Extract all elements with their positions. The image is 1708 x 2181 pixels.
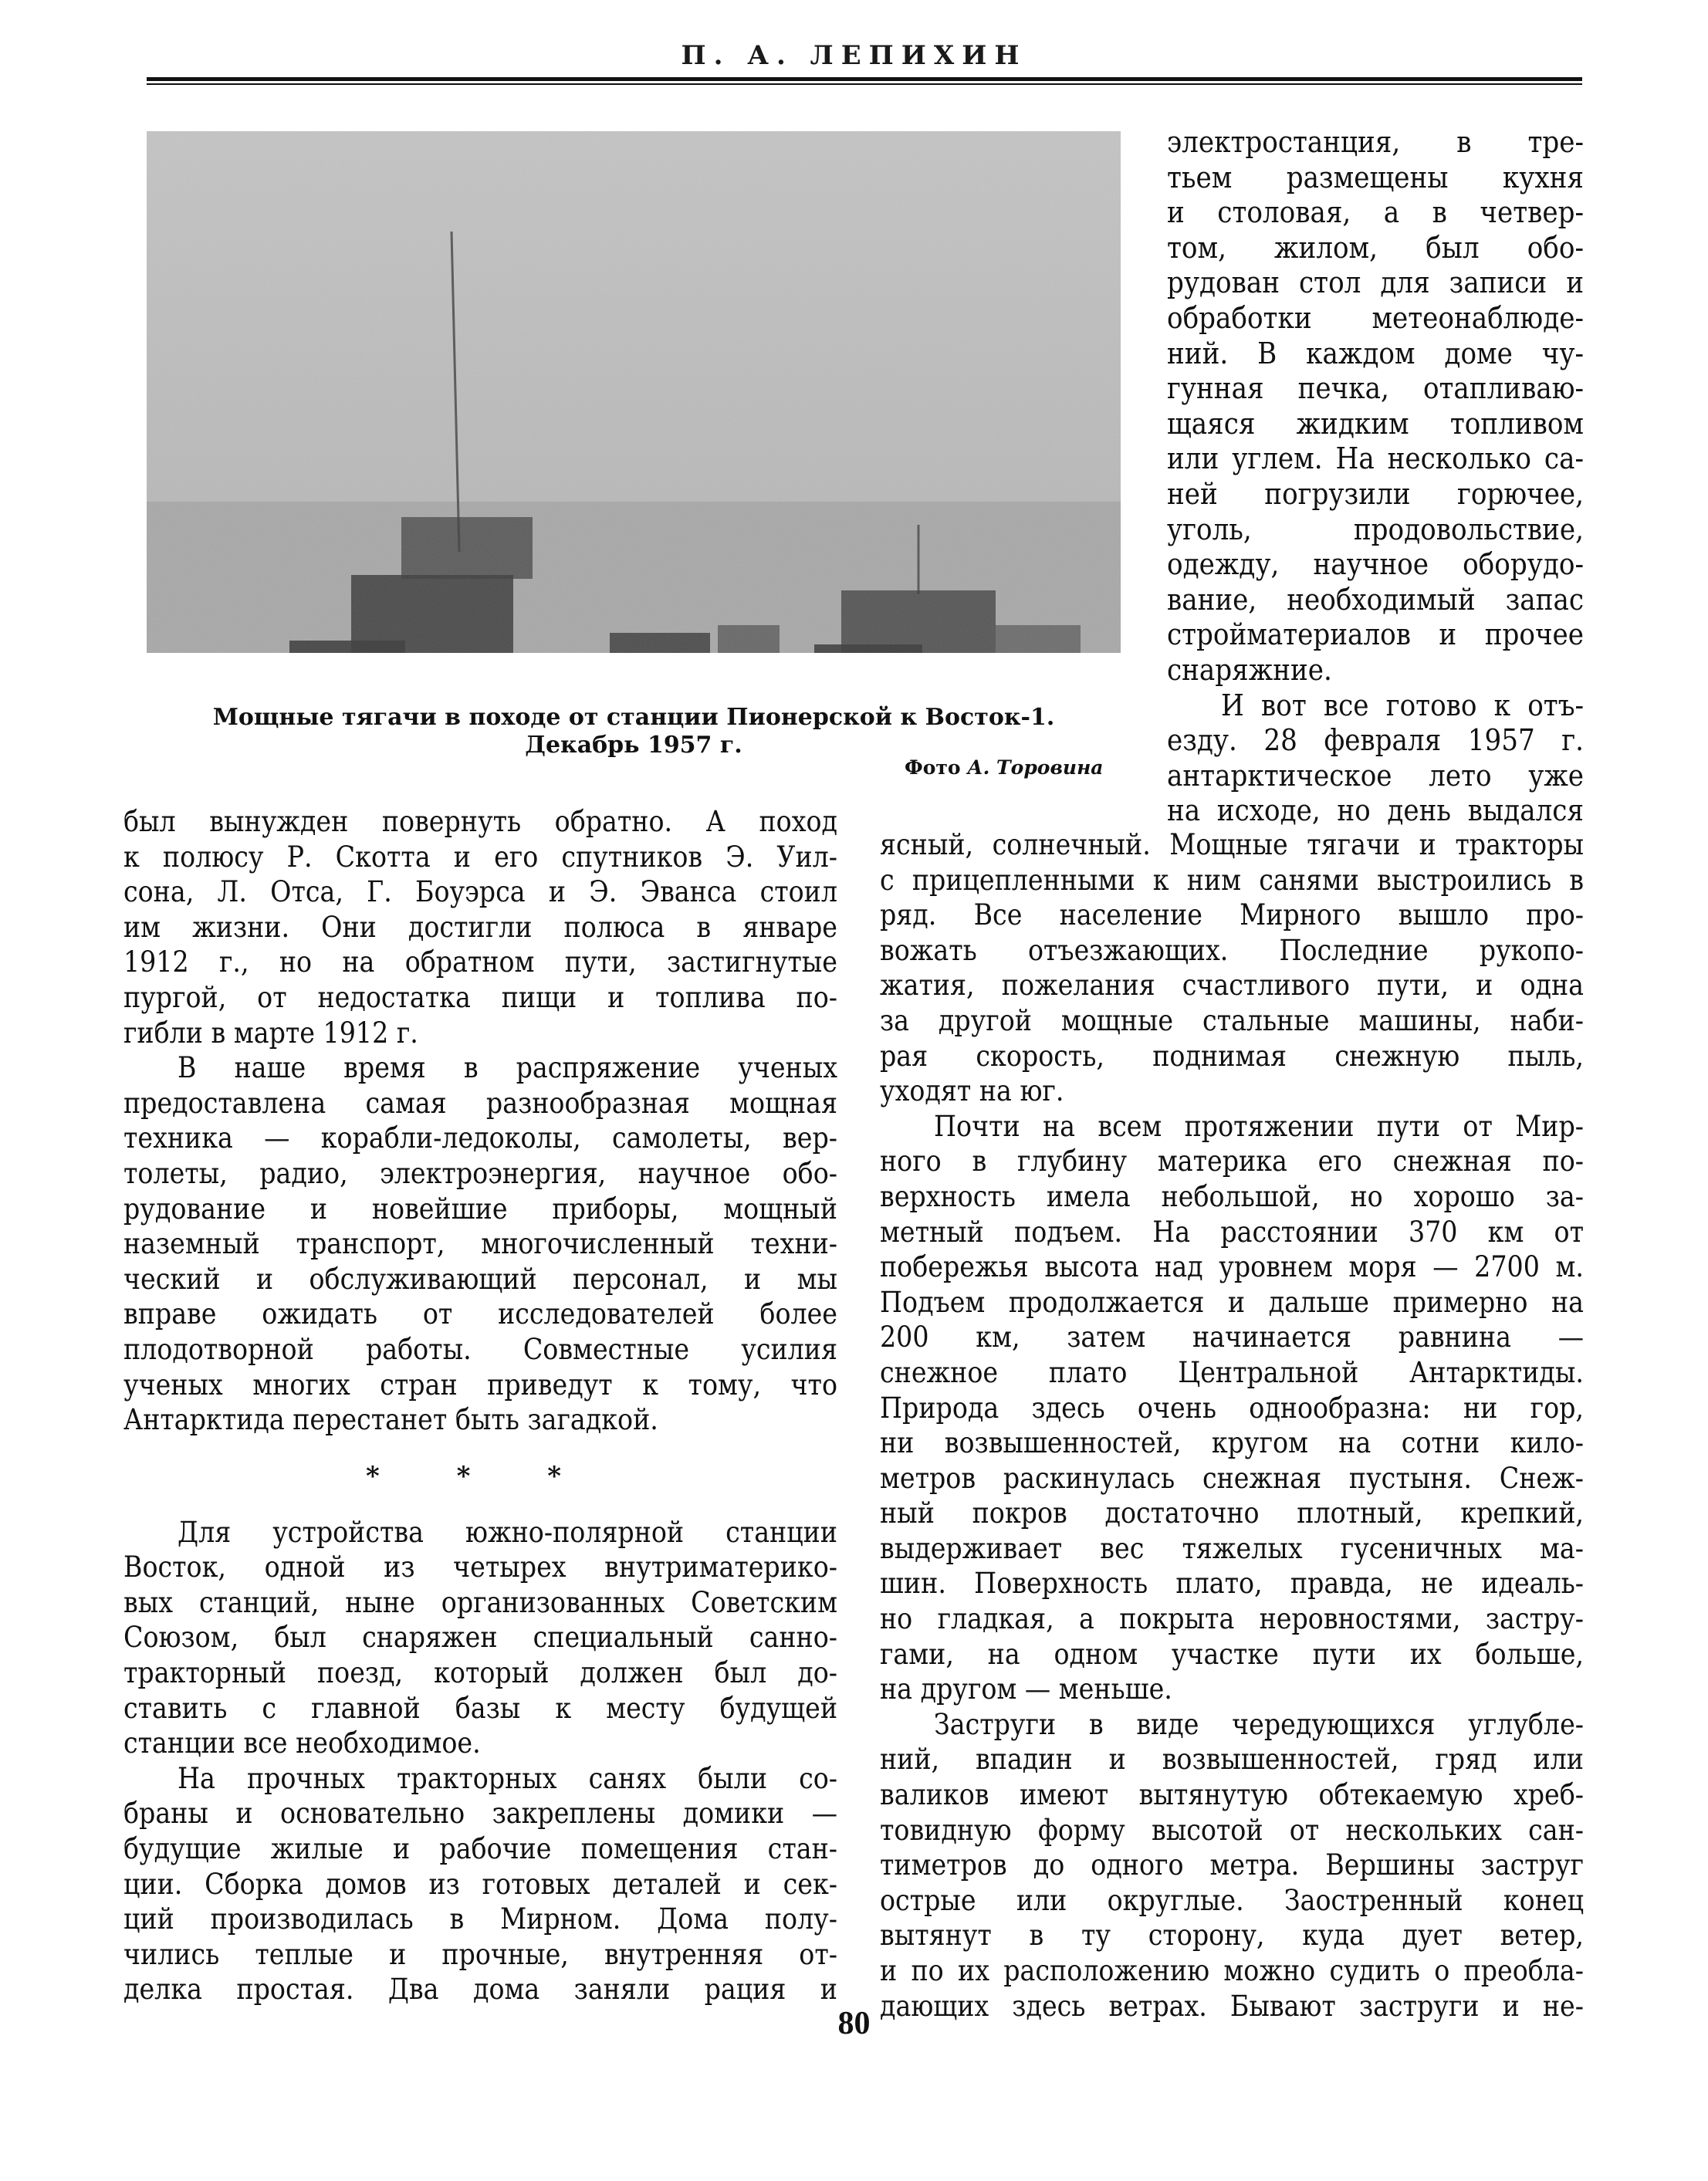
text-line: дающих здесь ветрах. Бывают заструги и не-	[880, 1989, 1584, 2023]
text-line: на исходе, но день выдался	[1167, 793, 1584, 828]
text-line: ции. Сборка домов из готовых деталей и сек-	[123, 1867, 837, 1901]
text-line: ученых многих стран приведут к тому, что	[123, 1368, 837, 1402]
text-line: снежное плато Центральной Антарктиды.	[880, 1355, 1584, 1389]
text-line: ций производилась в Мирном. Дома полу-	[123, 1902, 837, 1936]
text-line: тиметров до одного метра. Вершины заструг	[880, 1848, 1584, 1882]
text-line: верхность имела небольшой, но хорошо за-	[880, 1179, 1584, 1213]
text-line: езду. 28 февраля 1957 г.	[1167, 723, 1584, 758]
text-line: товидную форму высотой от нескольких сан-	[880, 1813, 1584, 1847]
text-line: но гладкая, а покрыта неровностями, застру-	[880, 1602, 1584, 1636]
text-line: предоставлена самая разнообразная мощная	[123, 1086, 837, 1120]
text-line: ный покров достаточно плотный, крепкий,	[880, 1496, 1584, 1530]
narrow-column	[1167, 125, 1584, 829]
text-line: за другой мощные стальные машины, наби-	[880, 1003, 1584, 1037]
text-line: антарктическое лето уже	[1167, 758, 1584, 793]
text-line: ний, впадин и возвышенностей, гряд или	[880, 1743, 1584, 1777]
text-line: к полюсу Р. Скотта и его спутников Э. Уил-	[123, 840, 837, 874]
text-line: был вынужден повернуть обратно. А поход	[123, 805, 837, 838]
text-line: Почти на всем протяжении пути от Мир-	[934, 1109, 1584, 1143]
text-line: наземный транспорт, многочисленный техни-	[123, 1227, 837, 1261]
text-line: шин. Поверхность плато, правда, не идеаль-	[880, 1567, 1584, 1601]
page-number: 80	[837, 2006, 871, 2041]
paragraph	[123, 1050, 837, 1438]
text-line: 1912 г., но на обратном пути, застигнутые	[123, 945, 837, 979]
text-line: техника — корабли-ледоколы, самолеты, вер-	[123, 1121, 837, 1155]
text-line: плодотворной работы. Совместные усилия	[123, 1332, 837, 1366]
text-line: жатия, пожелания счастливого пути, и одна	[880, 969, 1584, 1003]
text-line: выдерживает вес тяжелых гусеничных ма-	[880, 1531, 1584, 1565]
text-line: с прицепленными к ним санями выстроились в	[880, 863, 1584, 897]
text-line: вание, необходимый запас	[1167, 582, 1584, 617]
text-line: ясный, солнечный. Мощные тягачи и тракторы	[880, 828, 1584, 861]
text-line: острые или округлые. Заостренный конец	[880, 1883, 1584, 1917]
left-column	[123, 804, 837, 2007]
text-line: обработки метеонаблюде-	[1167, 300, 1584, 335]
paragraph	[880, 827, 1584, 1109]
text-line: толеты, радио, электроэнергия, научное обо-	[123, 1156, 837, 1190]
text-line: ней погрузили горючее,	[1167, 476, 1584, 511]
text-line: и столовая, а в четвер-	[1167, 195, 1584, 230]
text-line: Заструги в виде чередующихся углубле-	[934, 1707, 1584, 1741]
text-line: рудование и новейшие приборы, мощный	[123, 1192, 837, 1226]
text-line: 200 км, затем начинается равнина —	[880, 1320, 1584, 1354]
text-line: снаряжние.	[1167, 652, 1332, 687]
credit-label: Фото	[905, 756, 961, 779]
text-line: вправе ожидать от исследователей более	[123, 1297, 837, 1331]
text-line: Для устройства южно-полярной станции	[178, 1515, 837, 1549]
text-line: ни возвышенностей, кругом на сотни кило-	[880, 1426, 1584, 1460]
text-line: том, жилом, был обо-	[1167, 230, 1584, 265]
text-line: метров раскинулась снежная пустыня. Снеж-	[880, 1461, 1584, 1495]
text-line: им жизни. Они достигли полюса в январе	[123, 910, 837, 944]
paragraph	[880, 1109, 1584, 1707]
text-line: или углем. На несколько са-	[1167, 441, 1584, 476]
running-head: П. А. ЛЕПИХИН	[681, 40, 1027, 71]
text-line: одежду, научное оборудо-	[1167, 547, 1584, 582]
header-rule-bottom	[147, 83, 1582, 85]
text-line: гунная печка, отапливаю-	[1167, 371, 1584, 406]
text-line: метный подъем. На расстоянии 370 км от	[880, 1215, 1584, 1249]
text-line: Подъем продолжается и дальше примерно на	[880, 1285, 1584, 1319]
text-line: вытянут в ту сторону, куда дует ветер,	[880, 1919, 1584, 1953]
text-line: ческий и обслуживающий персонал, и мы	[123, 1262, 837, 1296]
photo-credit	[905, 756, 1104, 779]
text-line: чились теплые и прочные, внутренняя от-	[123, 1937, 837, 1971]
text-line: ного в глубину материка его снежная по-	[880, 1145, 1584, 1178]
text-line: тракторный поезд, который должен был до-	[123, 1656, 837, 1690]
text-line: валиков имеют вытянутую обтекаемую хреб-	[880, 1778, 1584, 1812]
text-line: побережья высота над уровнем моря — 2700 м.	[880, 1250, 1584, 1284]
tractor-convoy-image	[147, 131, 1121, 653]
text-line: рая скорость, поднимая снежную пыль,	[880, 1039, 1584, 1073]
text-line: вых станций, ныне организованных Советским	[123, 1585, 837, 1619]
text-line: ряд. Все население Мирного вышло про-	[880, 898, 1584, 932]
section-separator: * * *	[365, 1460, 595, 1492]
text-line: Союзом, был снаряжен специальный санно-	[123, 1621, 837, 1655]
text-line: На прочных тракторных санях были со-	[178, 1761, 837, 1795]
figure-caption	[147, 704, 1121, 759]
right-column	[880, 827, 1584, 2024]
text-line: уголь, продовольствие,	[1167, 512, 1584, 546]
header-rule-top	[147, 77, 1582, 81]
text-line: будущие жилые и рабочие помещения стан-	[123, 1832, 837, 1866]
text-line: В наше время в распряжение ученых	[178, 1051, 837, 1085]
text-line: рудован стол для записи и	[1167, 265, 1584, 300]
text-line: пургой, от недостатка пищи и топлива по-	[123, 980, 837, 1014]
text-line: вожать отъезжающих. Последние рукопо-	[880, 933, 1584, 967]
text-line: тьем размещены кухня	[1167, 160, 1584, 194]
text-line: делка простая. Два дома заняли рация и	[123, 1973, 837, 2007]
text-line: ставить с главной базы к месту будущей	[123, 1691, 837, 1725]
text-line: Природа здесь очень однообразна: ни гор,	[880, 1391, 1584, 1425]
caption-line-1: Мощные тягачи в походе от станции Пионерской к Восток-1.	[212, 704, 1055, 731]
text-line: на другом — меньше.	[880, 1672, 1172, 1706]
text-line: ний. В каждом доме чу-	[1167, 336, 1584, 370]
text-line: сона, Л. Отса, Г. Боуэрса и Э. Эванса стоил	[123, 875, 837, 909]
text-line: уходят на юг.	[880, 1074, 1064, 1108]
photograph-tractors	[147, 131, 1121, 653]
text-line: Восток, одной из четырех внутриматерико-	[123, 1550, 837, 1584]
text-line: гами, на одном участке пути их больше,	[880, 1637, 1584, 1671]
paragraph	[123, 804, 837, 1050]
text-line: щаяся жидким топливом	[1167, 406, 1584, 441]
text-line: стройматериалов и прочее	[1167, 617, 1584, 652]
text-line: и по их расположению можно судить о преобла-	[880, 1954, 1584, 1987]
text-line: гибли в марте 1912 г.	[123, 1016, 418, 1050]
paragraph	[123, 1515, 837, 1761]
paragraph	[880, 1707, 1584, 2024]
text-line: Антарктида перестанет быть загадкой.	[123, 1403, 658, 1437]
text-line: станции все необходимое.	[123, 1726, 481, 1760]
text-line: браны и основательно закреплены домики —	[123, 1797, 837, 1831]
caption-line-2: Декабрь 1957 г.	[525, 732, 742, 759]
text-line: электростанция, в тре-	[1167, 125, 1584, 159]
credit-author: А. Торовина	[967, 756, 1104, 779]
paragraph	[123, 1761, 837, 2007]
text-line: И вот все готово к отъ-	[1221, 688, 1584, 722]
